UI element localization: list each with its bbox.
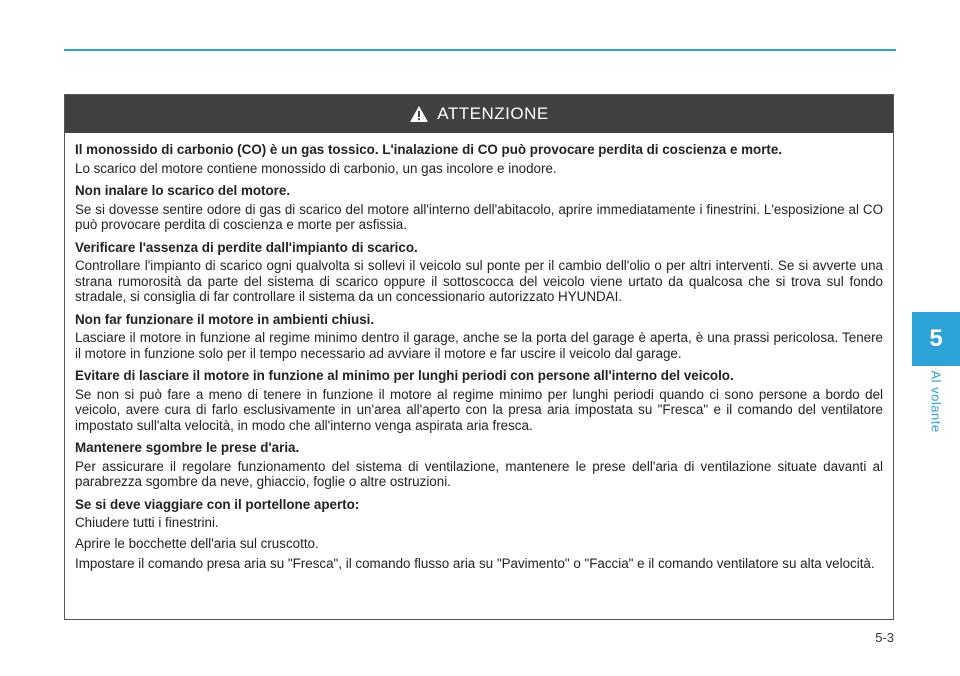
warning-subheading: Non inalare lo scarico del motore. [75,183,291,198]
chapter-number: 5 [929,325,943,352]
warning-paragraph: Aprire le bocchette dell'aria sul cruscotto. [75,535,319,551]
warning-paragraph: Per assicurare il regolare funzionamento del sistema di ventilazione, mantenere le prese dell'aria di ventilazione situate davanti al parabrezza sgombre da neve, ghiaccio, foglie o altre ostruzioni. [75,458,883,489]
warning-title: ATTENZIONE [437,104,549,123]
chapter-title: Al volante [928,369,944,433]
warning-paragraph: Lo scarico del motore contiene monossido di carbonio, un gas incolore e inodore. [75,160,557,176]
warning-paragraph: Se non si può fare a meno di tenere in funzione il motore al regime minimo per lunghi periodi quando ci sono persone a bordo del veicolo, avere cura di farlo esclusivamente in un'area all'aperto con la presa aria impostata su "Fresca" e il comando del ventilatore impostato sull'alta velocità, in modo che all'interno venga aspirata aria fresca. [75,386,883,433]
warning-subheading: Verificare l'assenza di perdite dall'impianto di scarico. [75,239,418,255]
chapter-title-side [912,366,960,436]
warning-header [65,95,893,133]
warning-paragraph: Controllare l'impianto di scarico ogni qualvolta si sollevi il veicolo sul ponte per il cambio dell'olio o per altri interventi. Se si avverte una strana rumorosità da parte del sistema di scarico oppure il sottoscocca del veicolo viene urtato da qualcosa che si trova sul fondo stradale, si consiglia di far controllare il sistema da un concessionario autorizzato HYUNDAI. [75,258,883,304]
warning-paragraph: Lasciare il motore in funzione al regime minimo dentro il garage, anche se la porta del garage è aperta, è una prassi pericolosa. Tenere il motore in funzione solo per il tempo necessario ad avviare il motore e far uscire il veicolo dal garage. [75,330,883,361]
warning-subheading: Se si deve viaggiare con il portellone aperto: [75,496,360,512]
warning-subheading: Non far funzionare il motore in ambienti chiusi. [75,311,375,327]
top-rule [64,49,896,51]
warning-subheading: Il monossido di carbonio (CO) è un gas tossico. L'inalazione di CO può provocare perdita di coscienza e morte. [75,142,783,157]
page-number: 5-3 [875,630,894,645]
warning-paragraph: Se si dovesse sentire odore di gas di scarico del motore all'interno dell'abitacolo, aprire immediatamente i finestrini. L'esposizione al CO può provocare perdita di coscienza e morte per asfissia. [75,201,883,232]
warning-paragraph: Chiudere tutti i finestrini. [75,515,219,530]
warning-paragraph: Impostare il comando presa aria su "Fresca", il comando flusso aria su "Pavimento" o "Faccia" e il comando ventilatore su alta velocità. [75,556,875,571]
warning-box [64,94,894,620]
warning-body [65,133,893,572]
warning-triangle-icon [409,105,429,123]
warning-subheading: Mantenere sgombre le prese d'aria. [75,440,300,455]
chapter-number-tab [912,312,960,366]
warning-subheading: Evitare di lasciare il motore in funzione al minimo per lunghi periodi con persone all'interno del veicolo. [75,368,734,383]
